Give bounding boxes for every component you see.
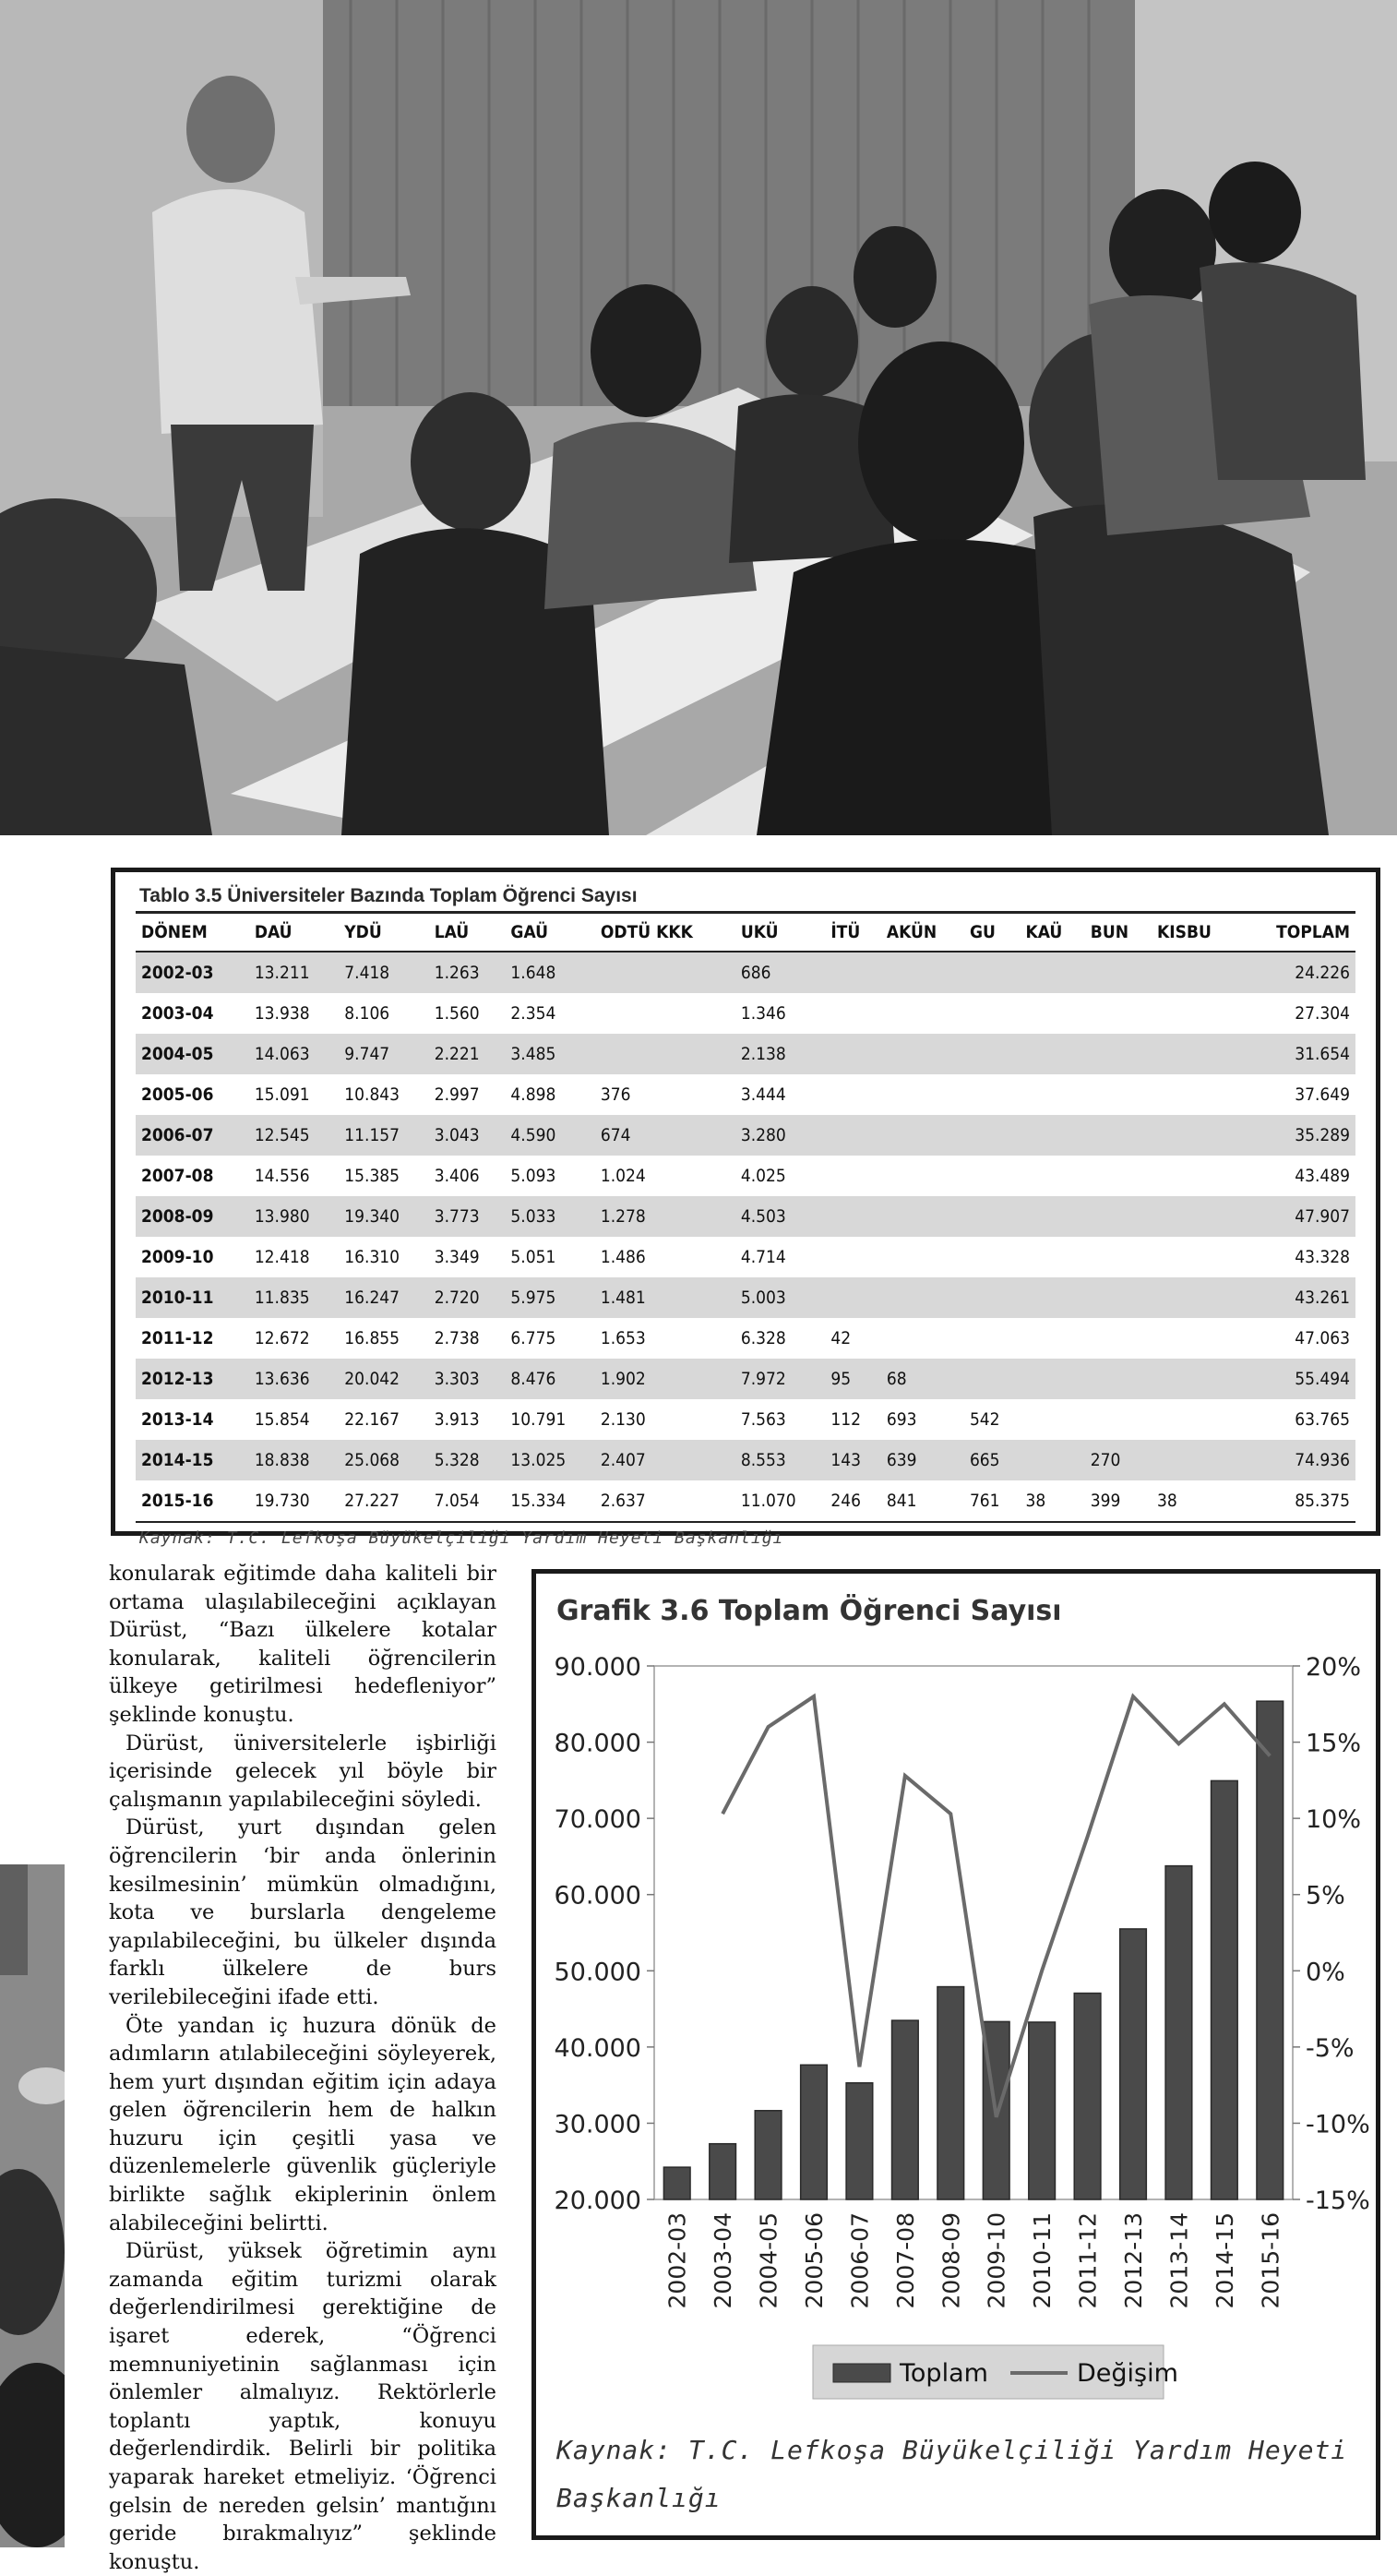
table-cell [881,1115,964,1156]
table-cell: 74.936 [1240,1440,1355,1480]
table-cell [1152,1277,1240,1318]
table-header-cell: GAÜ [505,913,594,953]
table-cell: 13.025 [505,1440,594,1480]
table-cell: 1.346 [740,1003,786,1024]
table-cell: 10.843 [344,1084,400,1105]
table-period-cell: 2002-03 [136,952,249,993]
table-period-cell: 2004-05 [136,1034,249,1074]
table-cell: 639 [881,1440,964,1480]
table-cell [1152,1115,1240,1156]
table-cell: 665 [964,1440,1021,1480]
table-period-cell: 2003-04 [141,1003,214,1024]
table-cell [1085,993,1152,1034]
table-cell: 95 [825,1359,881,1399]
table-cell [825,1277,881,1318]
table-cell: 1.263 [429,952,506,993]
table-cell: 2.407 [595,1440,735,1480]
bar-toplam [1029,2022,1056,2199]
table-cell [964,1277,1021,1318]
table-cell: 24.226 [1240,952,1355,993]
table-cell: 4.590 [505,1115,594,1156]
table-cell [825,1034,881,1074]
table-title: Tablo 3.5 Üniversiteler Bazında Toplam Öğrenci Sayısı [139,885,638,906]
outdoor-photo-drawing [0,1864,65,2547]
table-cell: 11.157 [339,1115,428,1156]
table-header-cell: DÖNEM [136,913,249,953]
article-paragraph: Dürüst, yurt dışından gelen öğrencilerin ‘bir anda önlerinin kesilmesinin’ mümkün olmadığını, kota ve burslarla dengeleme yapılabileceğini, bu ülkeler dışında farklı ülkelere de burs verilebileceğini ifade etti. [109,1815,496,2009]
bar-toplam [1120,1929,1147,2199]
table-cell: 13.938 [254,1003,310,1024]
bar-toplam [755,2111,782,2199]
table-cell [1152,993,1240,1034]
table-cell: 1.486 [600,1247,646,1267]
table-cell: 246 [825,1480,881,1522]
table-header-cell: AKÜN [881,913,964,953]
y-tick-label: 70.000 [554,1805,641,1835]
table-cell: 8.553 [735,1440,825,1480]
table-cell: 542 [969,1409,1000,1430]
table-cell: 1.648 [505,952,594,993]
bar-toplam [801,2065,828,2199]
table-cell: 25.068 [339,1440,428,1480]
table-header-cell: GU [964,913,1021,953]
table-row [136,1237,1355,1277]
y-tick-label: 20.000 [554,2187,641,2215]
x-tick-label: 2008-09 [937,2212,965,2309]
table-cell: 112 [830,1409,861,1430]
table-cell: 376 [600,1084,631,1105]
table-cell: 16.247 [339,1277,428,1318]
table-row [136,1318,1355,1359]
table-cell [1085,1318,1152,1359]
legend-label-degisim: Değişim [1077,2359,1178,2388]
table-cell: 3.773 [429,1196,506,1237]
table-row [136,1196,1355,1237]
plot-area [654,1666,1293,2199]
y2-tick-label: 15% [1306,1729,1362,1758]
table-cell [1152,1318,1240,1359]
table-cell [1021,1399,1085,1440]
table-cell: 6.775 [510,1328,556,1348]
table-cell: 3.043 [429,1115,506,1156]
table-cell: 693 [886,1409,917,1430]
y-tick-label: 90.000 [554,1653,641,1682]
table-cell: 5.975 [505,1277,594,1318]
table-cell [1085,1074,1152,1115]
bar-toplam [1074,1994,1101,2199]
table-cell: 2.637 [595,1480,735,1522]
y-tick-label: 80.000 [554,1729,641,1758]
table-cell: 1.278 [595,1196,735,1237]
legend-swatch-toplam [833,2364,890,2382]
table-cell: 1.024 [600,1166,646,1186]
table-row [136,1277,1355,1318]
table-cell: 1.653 [600,1328,646,1348]
table-row [136,1399,1355,1440]
table-cell: 14.063 [249,1034,339,1074]
table-cell: 19.730 [249,1480,339,1522]
table-cell [1021,1074,1085,1115]
x-tick-label: 2011-12 [1074,2212,1102,2309]
table-cell: 35.289 [1240,1115,1355,1156]
table-period-cell: 2005-06 [141,1084,214,1105]
table-cell: 12.672 [254,1328,310,1348]
article-paragraph: Dürüst, yüksek öğretimin aynı zamanda eğitim turizmi olarak değerlendirilmesi gerektiğine de işaret ederek, “Öğrenci memnuniyetinin sağlanması için önlemler almalıyız. Rektörlerle toplantı yaptık, konuyu değerlendirdik. Belirli bir politika yaparak hareket etmeliyiz. ‘Öğrenci gelsin de nereden gelsin’ mantığını geride bırakmalıyız” şeklinde konuştu. [109,2239,496,2574]
table-period-cell: 2012-13 [136,1359,249,1399]
table-cell: 761 [964,1480,1021,1522]
table-row [136,1034,1355,1074]
table-cell [1021,952,1085,993]
table-cell [964,1196,1021,1237]
table-header-cell: KISBU [1152,913,1240,953]
table-cell [964,1318,1021,1359]
y2-tick-label: 0% [1306,1958,1345,1987]
table-header-cell: UKÜ [735,913,825,953]
table-cell: 43.489 [1295,1166,1350,1186]
table-cell: 13.636 [249,1359,339,1399]
table-cell [964,1237,1021,1277]
table-cell [964,993,1021,1034]
y-tick-label: 40.000 [554,2033,641,2063]
table-cell: 7.972 [735,1359,825,1399]
table-cell [881,1156,964,1196]
x-tick-label: 2004-05 [755,2212,782,2309]
table-period-cell: 2014-15 [136,1440,249,1480]
table-row [136,993,1355,1034]
table-cell: 686 [735,952,825,993]
student-count-table-panel [111,868,1380,1548]
bar-toplam [1165,1866,1192,2199]
table-cell: 11.835 [249,1277,339,1318]
table-cell [825,1074,881,1115]
table-cell: 2.738 [434,1328,480,1348]
table-cell: 5.003 [735,1277,825,1318]
table-cell: 38 [1152,1480,1240,1522]
table-cell [1021,1034,1085,1074]
chart-title: Grafik 3.6 Toplam Öğrenci Sayısı [556,1595,1062,1627]
table-cell [881,1074,964,1115]
table-cell [825,1237,881,1277]
table-cell: 4.714 [740,1247,786,1267]
table-cell: 13.980 [249,1196,339,1237]
table-cell [1085,1359,1152,1399]
table-header-cell: KAÜ [1021,913,1085,953]
table-cell [1085,1237,1152,1277]
table-header-cell: BUN [1085,913,1152,953]
table-cell: 5.328 [429,1440,506,1480]
classroom-photo [0,0,1397,835]
table-cell: 16.310 [344,1247,400,1267]
table-header-cell: İTÜ [825,913,881,953]
table-period-cell: 2008-09 [136,1196,249,1237]
table-header-cell: TOPLAM [1240,913,1355,953]
table-row [136,1156,1355,1196]
total-students-chart [536,1574,1376,2535]
table-cell [1152,1196,1240,1237]
table-cell: 4.025 [740,1166,786,1186]
table-cell: 2.354 [510,1003,556,1024]
article-paragraph: Öte yandan iç huzura dönük de adımların atılabileceğini söyleyerek, hem yurt dışından eğitim için adaya gelen öğrencilerin hem de halkın huzuru için çeşitli yasa ve düzenlemelerle güvenlik güçleriyle birlikte sağlık ekiplerinin önlem alabileceğini belirtti. [109,2013,496,2235]
table-cell [1085,1034,1152,1074]
table-period-cell: 2007-08 [141,1166,214,1186]
table-cell [1021,1359,1085,1399]
table-cell: 8.106 [344,1003,390,1024]
y2-tick-label: -15% [1306,2187,1370,2215]
table-cell [1152,1074,1240,1115]
table-cell: 27.304 [1295,1003,1350,1024]
table-cell [1085,1277,1152,1318]
table-cell: 37.649 [1295,1084,1350,1105]
table-cell: 3.485 [505,1034,594,1074]
table-cell [881,1196,964,1237]
table-row [136,1440,1355,1480]
y2-tick-label: 20% [1306,1653,1362,1682]
table-cell: 55.494 [1240,1359,1355,1399]
table-cell: 12.545 [249,1115,339,1156]
table-cell [881,993,964,1034]
table-cell: 12.418 [254,1247,310,1267]
table-cell: 15.334 [505,1480,594,1522]
table-cell [825,993,881,1034]
table-cell: 22.167 [344,1409,400,1430]
table-row [136,952,1355,993]
table-cell [825,1196,881,1237]
table-cell: 14.556 [254,1166,310,1186]
bar-toplam [710,2144,736,2199]
table-cell: 399 [1085,1480,1152,1522]
student-count-table [136,911,1355,1523]
table-cell: 4.898 [510,1084,556,1105]
y-tick-label: 60.000 [554,1881,641,1911]
table-cell: 5.093 [510,1166,556,1186]
table-cell [881,1277,964,1318]
table-cell [881,1237,964,1277]
y-tick-label: 30.000 [554,2110,641,2139]
chart-source: Kaynak: T.C. Lefkoşa Büyükelçiliği Yardım Heyeti Başkanlığı [556,2435,1348,2513]
table-row [136,1074,1355,1115]
table-cell: 3.303 [429,1359,506,1399]
table-cell: 38 [1021,1480,1085,1522]
table-cell: 1.902 [595,1359,735,1399]
table-cell: 9.747 [339,1034,428,1074]
table-cell [595,1034,735,1074]
x-tick-label: 2014-15 [1211,2212,1238,2309]
table-cell: 1.481 [595,1277,735,1318]
bar-toplam [846,2083,873,2199]
table-cell: 2.130 [600,1409,646,1430]
table-source: Kaynak: T.C. Lefkoşa Büyükelçiliği Yardım Heyeti Başkanlığı [139,1528,784,1548]
table-period-cell: 2010-11 [136,1277,249,1318]
table-cell [1021,1196,1085,1237]
table-cell: 13.211 [249,952,339,993]
table-cell: 20.042 [339,1359,428,1399]
table-cell: 4.503 [735,1196,825,1237]
table-row [136,1480,1355,1522]
x-tick-label: 2003-04 [710,2212,737,2309]
table-cell: 3.406 [434,1166,480,1186]
table-cell: 10.791 [510,1409,567,1430]
chart-panel [531,1569,1380,2540]
table-cell [881,1318,964,1359]
table-cell: 47.063 [1295,1328,1350,1348]
table-header-cell: YDÜ [339,913,428,953]
y2-tick-label: -5% [1306,2033,1355,2063]
table-cell: 68 [881,1359,964,1399]
table-cell [1021,1115,1085,1156]
table-cell: 8.476 [505,1359,594,1399]
table-cell: 270 [1085,1440,1152,1480]
table-period-cell: 2011-12 [141,1328,214,1348]
table-period-cell: 2009-10 [141,1247,214,1267]
table-cell [881,1034,964,1074]
table-cell [881,952,964,993]
table-cell [1152,1440,1240,1480]
table-cell: 7.563 [740,1409,786,1430]
table-cell: 43.328 [1295,1247,1350,1267]
table-cell [964,1156,1021,1196]
table-cell: 1.560 [434,1003,480,1024]
article-body [109,1560,496,2576]
table-cell [964,1074,1021,1115]
table-period-cell: 2006-07 [136,1115,249,1156]
table-cell: 15.854 [254,1409,310,1430]
table-cell: 6.328 [740,1328,786,1348]
legend-label-toplam: Toplam [900,2359,988,2388]
table-cell: 16.855 [344,1328,400,1348]
table-cell [595,993,735,1034]
table-period-cell: 2015-16 [136,1480,249,1522]
table-cell [1085,952,1152,993]
y2-tick-label: 10% [1306,1805,1362,1835]
table-cell: 2.997 [434,1084,480,1105]
table-header-cell: DAÜ [249,913,339,953]
outdoor-photo-strip [0,1864,65,2547]
table-cell [1021,1440,1085,1480]
table-cell: 5.033 [505,1196,594,1237]
table-cell [1021,1277,1085,1318]
table-cell: 143 [825,1440,881,1480]
table-cell: 43.261 [1240,1277,1355,1318]
x-tick-label: 2002-03 [663,2212,691,2309]
table-cell [964,1034,1021,1074]
x-tick-label: 2009-10 [983,2212,1010,2309]
table-cell: 7.418 [339,952,428,993]
table-cell: 31.654 [1240,1034,1355,1074]
article-paragraph: konularak eğitimde daha kaliteli bir ortama ulaşılabileceğini açıklayan Dürüst, “Bazı ülkelere kotalar konularak, kaliteli öğrencilerin ülkeye getirilmesi hedefleniyor” şeklinde konuştu. [109,1562,496,1727]
table-cell [964,1115,1021,1156]
bar-toplam [937,1987,964,2199]
bar-toplam [1212,1780,1238,2199]
table-cell: 7.054 [429,1480,506,1522]
table-row [136,1115,1355,1156]
table-cell [1021,1156,1085,1196]
table-cell [964,1359,1021,1399]
bar-toplam [1257,1701,1284,2199]
table-cell [1085,1196,1152,1237]
bar-toplam [663,2167,690,2199]
y2-tick-label: 5% [1306,1881,1345,1911]
x-tick-label: 2005-06 [801,2212,828,2309]
bar-toplam [892,2020,919,2199]
table-cell: 841 [881,1480,964,1522]
table-cell: 3.913 [434,1409,480,1430]
table-header-row [136,913,1355,953]
table-cell: 5.051 [510,1247,556,1267]
table-cell: 674 [595,1115,735,1156]
table-cell: 19.340 [339,1196,428,1237]
classroom-photo-drawing [0,0,1397,835]
x-tick-label: 2012-13 [1120,2212,1147,2309]
table-cell: 3.280 [735,1115,825,1156]
table-cell: 2.138 [735,1034,825,1074]
table-cell [825,1156,881,1196]
table-cell: 85.375 [1240,1480,1355,1522]
table-cell: 2.720 [429,1277,506,1318]
table-cell: 3.444 [740,1084,786,1105]
table-header-cell: ODTÜ KKK [595,913,735,953]
y-tick-label: 50.000 [554,1958,641,1987]
table-period-cell: 2013-14 [141,1409,214,1430]
x-tick-label: 2015-16 [1257,2212,1284,2309]
table-cell [825,952,881,993]
table-cell: 63.765 [1295,1409,1350,1430]
y2-tick-label: -10% [1306,2110,1370,2139]
table-cell [1152,952,1240,993]
table-cell: 2.221 [429,1034,506,1074]
x-tick-label: 2013-14 [1165,2212,1193,2309]
table-cell [964,952,1021,993]
table-cell [1152,1237,1240,1277]
table-cell [1152,1034,1240,1074]
x-tick-label: 2006-07 [846,2212,874,2309]
table-cell [1152,1359,1240,1399]
table-cell: 47.907 [1240,1196,1355,1237]
table-row [136,1359,1355,1399]
table-cell [1085,1156,1152,1196]
table-cell [1085,1399,1152,1440]
article-paragraph: Dürüst, üniversitelerle işbirliği içerisinde gelecek yıl böyle bir çalışmanın yapılabileceğini söyledi. [109,1731,496,1812]
x-tick-label: 2010-11 [1029,2212,1057,2309]
table-cell: 18.838 [249,1440,339,1480]
table-header-cell: LAÜ [429,913,506,953]
table-cell [1152,1399,1240,1440]
table-cell [1021,1318,1085,1359]
table-cell [1152,1156,1240,1196]
table-cell: 11.070 [735,1480,825,1522]
x-tick-label: 2007-08 [891,2212,919,2309]
table-cell: 3.349 [434,1247,480,1267]
table-cell [1021,993,1085,1034]
table-cell [1021,1237,1085,1277]
table-cell: 15.385 [344,1166,400,1186]
table-cell [1085,1115,1152,1156]
table-cell: 15.091 [254,1084,310,1105]
table-cell: 42 [830,1328,852,1348]
table-cell: 27.227 [339,1480,428,1522]
table-cell [595,952,735,993]
table-cell [825,1115,881,1156]
